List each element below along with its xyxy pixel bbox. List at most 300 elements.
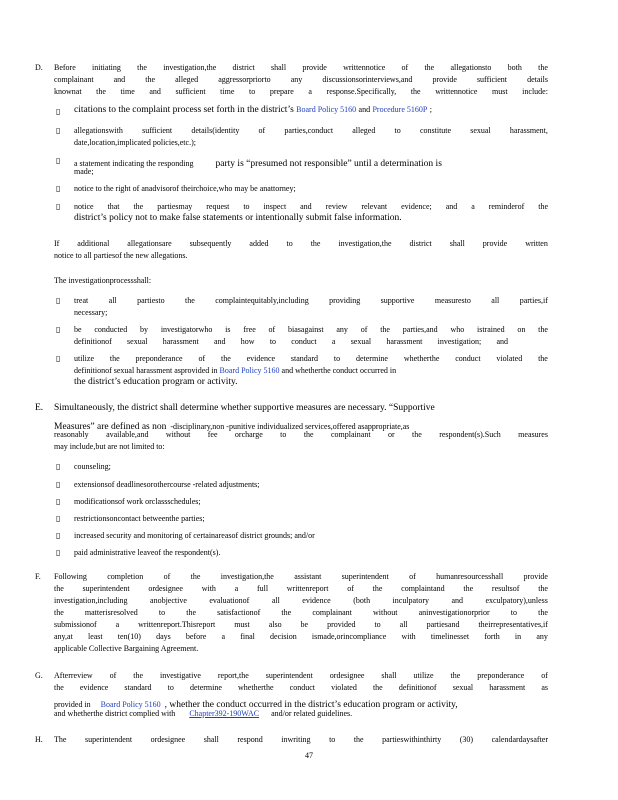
additional-allegations-line-2: notice to all partiesof the new allegations. — [54, 251, 188, 260]
word: the — [463, 584, 474, 593]
word: the — [424, 63, 435, 72]
word: full — [256, 584, 269, 593]
utilize-text-a: definitionof sexual harassment asprovided in — [74, 366, 218, 375]
word: additional — [77, 239, 110, 248]
word: Following — [54, 572, 87, 581]
section-g-line-2 — [54, 684, 548, 692]
word: investigatorwho — [160, 325, 213, 334]
word: is — [225, 325, 231, 334]
word: details — [527, 75, 548, 84]
word: measuresto — [434, 296, 471, 305]
word: the — [186, 608, 197, 617]
word: shall — [381, 671, 397, 680]
word: definitionof — [74, 337, 112, 346]
word: ordesignee — [329, 671, 365, 680]
investigation-process-intro: The investigationprocessshall: — [54, 276, 152, 285]
word: and — [496, 337, 508, 346]
word: response.Specifically, — [326, 87, 397, 96]
word: allegationsare — [127, 239, 172, 248]
word: evidence — [246, 354, 276, 363]
word: allegationsto — [450, 63, 492, 72]
word: biasagainst — [288, 325, 324, 334]
word: and — [451, 596, 464, 605]
word: parties,and — [402, 325, 438, 334]
word: superintendent — [84, 735, 133, 744]
word: preponderance — [135, 354, 183, 363]
board-policy-5160-link[interactable]: Board Policy 5160 — [100, 700, 161, 709]
word: provide — [432, 75, 457, 84]
section-d-line-2 — [54, 76, 548, 84]
word: provide — [482, 239, 508, 248]
word: inculpatory — [392, 596, 429, 605]
word: of — [109, 671, 117, 680]
word: violated — [496, 354, 523, 363]
word: whetherthe — [403, 354, 440, 363]
word: superintendent — [82, 584, 130, 593]
word: writtenreport.Thisreport — [138, 620, 216, 629]
word: reminderof — [488, 202, 525, 211]
word: any — [290, 75, 303, 84]
word: any,at — [54, 632, 73, 641]
citations-text: citations to the complaint process set forth in the district’s — [74, 105, 294, 115]
citations-end: ; — [429, 105, 432, 114]
section-h-marker: H. — [35, 735, 43, 744]
word: or — [387, 430, 395, 439]
statement-text-b: party is “presumed not responsible” until a determination is — [215, 159, 442, 169]
word: review — [325, 202, 348, 211]
word: respond — [237, 735, 263, 744]
word: utilize — [74, 354, 94, 363]
word: final — [240, 632, 255, 641]
word: complainant — [331, 430, 371, 439]
complied-with-text: and whetherthe district complied with — [54, 709, 176, 718]
board-policy-5160-link[interactable]: Board Policy 5160 — [219, 366, 280, 375]
word: without — [372, 608, 398, 617]
word: ten(10) — [117, 632, 141, 641]
education-program-text: , whether the conduct occurred in the district’s education program or activity, — [164, 700, 458, 710]
word: violated — [331, 683, 357, 692]
bullet-marker: ▯ — [56, 156, 61, 165]
word: superintendent — [341, 572, 389, 581]
section-e-marker: E. — [35, 403, 44, 413]
word: sexual — [350, 337, 372, 346]
supportive-measures-defined: Measures” are defined as non — [54, 422, 167, 432]
word: notice — [74, 202, 94, 211]
word: to — [280, 430, 287, 439]
measure-item: counseling; — [74, 462, 111, 471]
word: the — [538, 325, 548, 334]
word: sufficient — [142, 126, 173, 135]
word: writtennotice — [435, 87, 478, 96]
utilize-text-b: and whetherthe conduct occurred in — [281, 366, 397, 375]
word: parties,conduct — [284, 126, 334, 135]
word: investigation,the — [163, 63, 217, 72]
word: must — [234, 620, 250, 629]
word: also — [268, 620, 282, 629]
word: details(identity — [191, 126, 240, 135]
word: determine — [355, 354, 388, 363]
word: knownat — [54, 87, 82, 96]
word: submissionof — [54, 620, 97, 629]
word: who — [450, 325, 465, 334]
bullet-marker: ▯ — [56, 354, 61, 363]
word: parties,if — [519, 296, 548, 305]
bullet-marker: ▯ — [56, 184, 61, 193]
word: all — [271, 596, 280, 605]
word: aninvestigationorprior — [418, 608, 490, 617]
word: investigation,the — [338, 239, 392, 248]
word: all — [491, 296, 500, 305]
word: to — [374, 620, 381, 629]
provided-in-text: provided in — [54, 700, 91, 709]
bullet-marker: ▯ — [56, 497, 61, 506]
word: ismade,orincompliance — [311, 632, 387, 641]
word: district — [232, 63, 255, 72]
word: evaluationof — [209, 596, 250, 605]
section-f-line — [54, 609, 548, 617]
word: investigation,the — [220, 572, 274, 581]
measure-item: extensionsof deadlinesorothercourse -related adjustments; — [74, 480, 260, 489]
word: the — [538, 608, 548, 617]
word: the — [133, 671, 144, 680]
word: the — [310, 239, 321, 248]
word: the — [538, 202, 548, 211]
word: include: — [522, 87, 548, 96]
board-policy-5160-link[interactable]: Board Policy 5160 — [296, 105, 357, 114]
word: the — [380, 325, 390, 334]
word: the — [281, 608, 292, 617]
word: evidence; — [401, 202, 432, 211]
word: Before — [54, 63, 76, 72]
word: partiesand — [426, 620, 460, 629]
word: superintendent — [265, 671, 313, 680]
notice-item-statement — [74, 154, 442, 170]
word: with — [401, 632, 416, 641]
word: matterisresolved — [84, 608, 138, 617]
section-g-line-1 — [54, 672, 548, 680]
word: written — [525, 239, 548, 248]
word: partieswithinthirty — [382, 735, 442, 744]
word: writtennotice — [343, 63, 386, 72]
word: the — [372, 584, 383, 593]
word: standard — [290, 354, 319, 363]
bullet-marker: ▯ — [56, 462, 61, 471]
section-f-line — [54, 621, 548, 629]
section-f-line: applicable Collective Bargaining Agreement. — [54, 644, 199, 653]
word: investigation; — [437, 337, 482, 346]
word: initiating — [92, 63, 121, 72]
bullet-marker: ▯ — [56, 531, 61, 540]
process-item-conducted — [74, 326, 548, 334]
word: relevant — [361, 202, 388, 211]
word: before — [185, 632, 207, 641]
word: supportive — [380, 296, 415, 305]
word: sufficient — [476, 75, 508, 84]
word: of — [198, 354, 206, 363]
word: investigative — [160, 671, 201, 680]
section-h-line-1 — [54, 736, 548, 744]
word: of — [268, 325, 276, 334]
word: must — [492, 87, 508, 96]
word: the — [410, 87, 421, 96]
process-item-conducted-cont — [74, 338, 508, 346]
word: a — [115, 620, 120, 629]
process-item-utilize — [74, 355, 548, 363]
measure-item: restrictionsoncontact betweenthe parties; — [74, 514, 205, 523]
word: of — [401, 63, 409, 72]
word: days — [156, 632, 171, 641]
word: If — [54, 239, 60, 248]
word: to — [269, 337, 277, 346]
word: utilize — [413, 671, 434, 680]
word: the — [220, 354, 231, 363]
word: inspect — [263, 202, 287, 211]
word: how — [240, 337, 255, 346]
word: the — [54, 584, 64, 593]
page-number: 47 — [305, 751, 313, 760]
word: with — [201, 584, 216, 593]
word: allegationswith — [74, 126, 123, 135]
word: and — [113, 75, 126, 84]
word: exculpatory),unless — [485, 596, 548, 605]
word: complainant — [54, 75, 94, 84]
measure-item: modificationsof work orclassschedules; — [74, 497, 201, 506]
word: aggressorpriorto — [218, 75, 271, 84]
word: conducted — [94, 325, 128, 334]
word: any — [536, 632, 548, 641]
word: to — [333, 354, 341, 363]
word: the — [538, 584, 548, 593]
word: complaintequitably,including — [215, 296, 309, 305]
word: sufficient — [175, 87, 206, 96]
word: least — [87, 632, 103, 641]
notice-item-advisor: notice to the right of anadvisorof theirchoice,who may be anattorney; — [74, 184, 296, 193]
word: the — [538, 354, 548, 363]
word: free — [243, 325, 256, 334]
word: shall — [449, 239, 465, 248]
word: as — [541, 683, 548, 692]
word: the — [303, 430, 314, 439]
word: the — [538, 63, 548, 72]
word: and — [213, 337, 226, 346]
word: the — [412, 430, 422, 439]
related-guidelines-text: and/or related guidelines. — [271, 709, 353, 718]
word: harassment, — [509, 126, 548, 135]
section-f-line — [54, 585, 548, 593]
supportive-measures-definition: -disciplinary,non -punitive individualized services,offered asappropriate,as — [170, 422, 410, 431]
word: calendardaysafter — [491, 735, 548, 744]
word: discussionsorinterviews,and — [322, 75, 413, 84]
word: to — [243, 202, 250, 211]
word: alleged — [175, 75, 199, 84]
bullet-marker: ▯ — [56, 548, 61, 557]
word: of — [163, 572, 171, 581]
word: to — [510, 608, 518, 617]
process-item-treat — [74, 297, 548, 305]
word: humanresourcesshall — [436, 572, 504, 581]
word: providing — [329, 296, 361, 305]
word: a — [471, 202, 475, 211]
word: conduct — [289, 683, 315, 692]
word: request — [206, 202, 230, 211]
word: subsequently — [189, 239, 232, 248]
word: resultsof — [491, 584, 520, 593]
word: and — [149, 87, 161, 96]
word: forth — [484, 632, 500, 641]
statement-text-a: a statement indicating the responding — [74, 159, 194, 168]
word: the — [137, 63, 147, 72]
word: Afterreview — [54, 671, 93, 680]
word: measures — [518, 430, 548, 439]
word: timelinesset — [430, 632, 470, 641]
word: any — [336, 325, 348, 334]
section-g-line-4 — [54, 710, 352, 718]
procedure-5160p-link[interactable]: Procedure 5160P — [372, 105, 428, 114]
word: ordesignee — [150, 735, 186, 744]
word: that — [107, 202, 120, 211]
word: writtenreport — [286, 584, 329, 593]
word: harassment — [162, 337, 199, 346]
word: to — [394, 126, 401, 135]
section-e-line-3 — [54, 431, 548, 439]
chapter-392-190wac-link[interactable]: Chapter392-190WAC — [189, 709, 260, 718]
process-item-utilize-cont — [74, 367, 566, 375]
word: of — [541, 671, 548, 680]
word: to — [286, 239, 293, 248]
word: time — [120, 87, 135, 96]
section-e-line-4: may include,but are not limited to: — [54, 442, 165, 451]
word: anobjective — [150, 596, 187, 605]
word: by — [140, 325, 149, 334]
word: (30) — [459, 735, 474, 744]
word: the — [185, 296, 195, 305]
section-d-line-3 — [54, 88, 548, 96]
word: prepare — [269, 87, 294, 96]
section-f-line — [54, 597, 548, 605]
section-f-line — [54, 633, 548, 641]
word: both — [507, 63, 522, 72]
word: evidence — [302, 596, 331, 605]
measure-item: increased security and monitoring of certainareasof district grounds; and/or — [74, 531, 315, 540]
word: reasonably — [54, 430, 89, 439]
word: the — [54, 608, 64, 617]
word: sexual — [127, 337, 148, 346]
word: district — [409, 239, 432, 248]
notice-item-allegations — [74, 127, 548, 135]
word: added — [249, 239, 269, 248]
word: the — [54, 683, 64, 692]
word: a — [234, 584, 239, 593]
bullet-marker: ▯ — [56, 296, 61, 305]
word: to — [158, 608, 166, 617]
word: whetherthe — [238, 683, 274, 692]
word: of — [258, 126, 266, 135]
word: respondent(s).Such — [439, 430, 501, 439]
word: provide — [523, 572, 548, 581]
word: all — [399, 620, 408, 629]
word: orcharge — [234, 430, 263, 439]
word: to — [248, 87, 256, 96]
word: a — [331, 337, 336, 346]
notice-item-citations — [74, 106, 432, 116]
bullet-marker: ▯ — [56, 514, 61, 523]
word: evidence — [79, 683, 109, 692]
word: the — [145, 75, 156, 84]
notice-item-statement-cont: made; — [74, 167, 94, 176]
bullet-marker: ▯ — [56, 202, 61, 211]
word: and — [445, 202, 458, 211]
word: of — [347, 584, 354, 593]
word: be — [74, 325, 82, 334]
section-d-line-1 — [54, 64, 548, 72]
word: of — [360, 325, 368, 334]
citations-and: and — [358, 105, 371, 114]
word: treat — [74, 296, 89, 305]
word: the — [133, 202, 144, 211]
word: shall — [271, 63, 287, 72]
word: to — [329, 735, 336, 744]
word: in — [514, 632, 522, 641]
bullet-marker: ▯ — [56, 126, 61, 135]
word: (both — [353, 596, 371, 605]
word: theirrepresentatives,if — [478, 620, 548, 629]
word: alleged — [352, 126, 376, 135]
word: the — [450, 671, 461, 680]
section-e-line-1: Simultaneously, the district shall determine whether supportive measures are necessary. “Supportive — [54, 403, 435, 413]
word: determine — [189, 683, 222, 692]
word: provide — [302, 63, 327, 72]
word: provided — [327, 620, 356, 629]
word: constitute — [419, 126, 452, 135]
notice-item-evidence — [74, 203, 548, 211]
bullet-marker: ▯ — [56, 480, 61, 489]
word: shall — [203, 735, 219, 744]
word: harassment — [489, 683, 526, 692]
bullet-marker: ▯ — [56, 325, 61, 334]
additional-allegations-line-1 — [54, 240, 548, 248]
word: time — [220, 87, 235, 96]
word: partiesmay — [157, 202, 193, 211]
word: the — [353, 735, 364, 744]
process-item-utilize-cont-2: the district’s education program or activity. — [74, 377, 238, 387]
word: preponderance — [477, 671, 525, 680]
word: conduct — [455, 354, 481, 363]
word: all — [108, 296, 117, 305]
word: be — [300, 620, 309, 629]
word: istrained — [477, 325, 505, 334]
word: partiesto — [137, 296, 165, 305]
word: the — [109, 354, 120, 363]
notice-item-evidence-cont: district’s policy not to make false statements or intentionally submit false information. — [74, 213, 402, 223]
section-f-line — [54, 573, 548, 581]
word: a — [308, 87, 312, 96]
word: definitionof — [398, 683, 437, 692]
section-f-marker: F. — [35, 572, 41, 581]
word: investigation,including — [54, 596, 128, 605]
section-g-marker: G. — [35, 671, 43, 680]
bullet-marker: ▯ — [56, 107, 61, 116]
word: a — [221, 632, 226, 641]
word: satisfactionof — [217, 608, 261, 617]
measure-item: paid administrative leaveof the respondent(s). — [74, 548, 221, 557]
word: The — [54, 735, 67, 744]
word: of — [409, 572, 416, 581]
word: decision — [270, 632, 297, 641]
word: sexual — [470, 126, 491, 135]
section-d-marker: D. — [35, 63, 43, 72]
word: without — [165, 430, 191, 439]
notice-item-allegations-cont: date,location,implicated policies,etc.); — [74, 138, 196, 147]
